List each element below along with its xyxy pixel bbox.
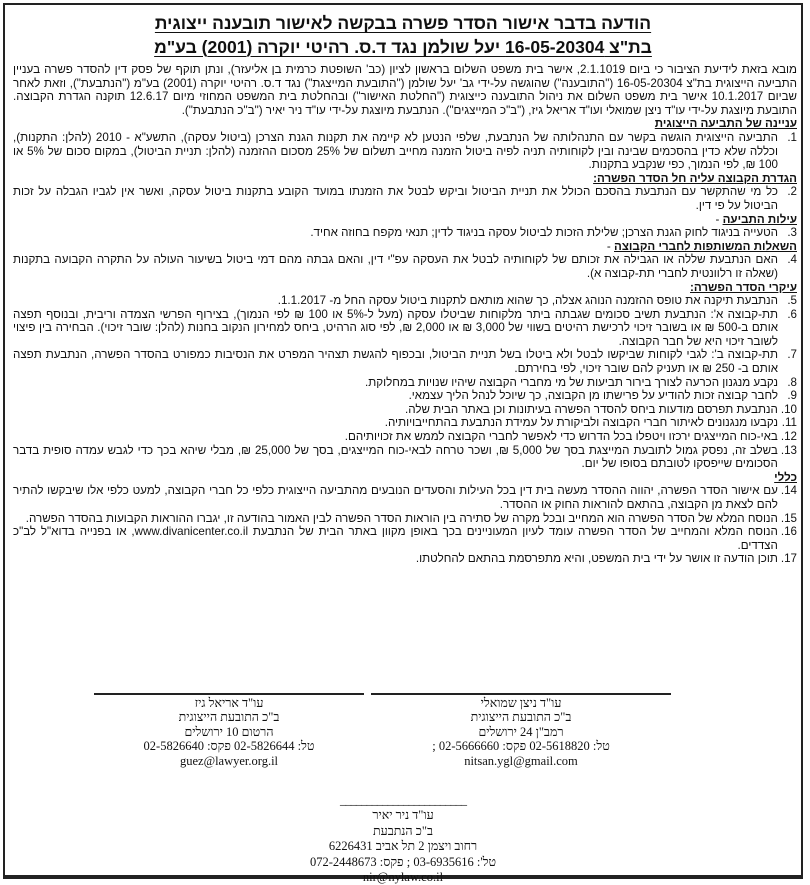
section-heading: כללי bbox=[774, 470, 797, 484]
notice-frame bbox=[3, 3, 803, 885]
item-number: 7. bbox=[787, 348, 797, 362]
item-number: 5. bbox=[787, 294, 797, 308]
list-item bbox=[13, 226, 797, 240]
item-number: 8. bbox=[787, 375, 797, 389]
signature-email[interactable]: nir@nylaw.co.il bbox=[362, 870, 444, 885]
item-number: 16. bbox=[780, 525, 797, 539]
item-number: 9. bbox=[787, 389, 797, 403]
list-item bbox=[13, 131, 797, 172]
signatures-row bbox=[5, 693, 801, 783]
section-heading: עיקרי הסדר הפשרה: bbox=[690, 280, 797, 294]
section-heading: הגדרת הקבוצה עליה חל הסדר הפשרה: bbox=[593, 171, 797, 185]
section-heading: עניינה של התביעה הייצוגית bbox=[654, 117, 797, 131]
signature-phones: טל': 03-6935616 ; פקס: 072-2448673 bbox=[309, 854, 496, 869]
signature-yair bbox=[283, 793, 523, 885]
list-item bbox=[13, 376, 797, 390]
sections-container bbox=[13, 117, 797, 566]
section-heading: עילות התביעה bbox=[722, 212, 797, 226]
item-text: תת-קבוצה ב': לגבי לקוחות שביקשו לבטל ולא ביטלו בשל תניית הביטול, ובכפוף להגשת תצהיר המפרט את הנסיבות כמפורט בהסדר הפשרה, הנתבעת תפצה אותם ב- 250 ₪ או תעניק להם שובר זיכוי, לפי בחירתם. bbox=[13, 348, 778, 376]
title-line-1: הודעה בדבר אישור הסדר פשרה בבקשה לאישור תובענה ייצוגית bbox=[154, 13, 652, 33]
item-text: באי-כוח המייצגים ירכזו ויטפלו בכל הדרוש כדי לאפשר לחברי הקבוצה לממש את זכויותיהם. bbox=[344, 430, 778, 444]
section-heading-row bbox=[13, 281, 797, 295]
item-number: 2. bbox=[787, 185, 797, 199]
intro-paragraph: מובא בזאת לידיעת הציבור כי ביום 2.1.1019, אישר בית משפט השלום בראשון לציון (כב' השופטת כרמית בן אליעזר), ונתן תוקף של פסק דין להסדר פשרה בעניין התביעה הייצוגית בת"צ 16-05-20304 ("התובענה") שהוגשה על-ידי גב' יעל שולמן ("התובעת המייצגת") נגד ד.ס. רהיטי יוקרה (2001) בע"מ ("הנתבעת"), וזאת לאחר שביום 10.1.2017 אישר בית משפט השלום את ניהול התובענה כייצוגית ("החלטת האישור") ובהחלטת בית המשפט המחוזי מיום 12.6.17 תוקנה הגדרת הקבוצה. התובעת מיוצגת על-ידי עו"ד ניצן שמואלי ועו"ד אריאל גיז, ("ב"כ המייצגים"). הנתבעת מיוצגת על-ידי עו"ד ניר יאיר ("ב"כ הנתבעת"). bbox=[13, 63, 798, 117]
signature-guez bbox=[94, 693, 364, 768]
list-item bbox=[13, 294, 797, 308]
item-number: 17. bbox=[780, 552, 797, 566]
item-number: 1. bbox=[787, 130, 797, 144]
list-item bbox=[13, 185, 797, 212]
item-text: נקבעו מנגנונים לאיתור חברי הקבוצה ולביקורת על עמידת הנתבעת בהתחייבויותיה. bbox=[384, 416, 778, 430]
list-item bbox=[13, 525, 797, 552]
section-heading-row bbox=[13, 471, 797, 485]
section-heading-row bbox=[13, 213, 797, 227]
signature-address: רמב"ן 24 ירושלים bbox=[478, 724, 564, 739]
item-text: הנוסח המלא של הסדר הפשרה הוא המחייב ובכל מקרה של סתירה בין הוראות הסדר הפשרה לבין האמור בהודעה זו, יגברו ההוראות הקבועות בהסדר הפשרה. bbox=[25, 511, 778, 525]
item-number: 10. bbox=[780, 402, 797, 416]
item-text: בשלב זה, נפסק גמול לתובעת המייצגת בסך של 5,000 ₪, ושכר טרחה לבאי-כוח המייצגים, בסך של 25,000 ₪, מבלי שיהא בכך כדי לגבש עמדה סופית בדבר הסכומים שייפסקו לטובתם בסופו של יום. bbox=[13, 443, 778, 471]
signature-email[interactable]: nitsan.ygl@gmail.com bbox=[464, 753, 578, 768]
signature-email[interactable]: guez@lawyer.org.il bbox=[179, 753, 279, 768]
signature-phones: טל: 02-5826644 פקס: 02-5826640 bbox=[143, 739, 315, 754]
item-number: 14. bbox=[780, 484, 797, 498]
list-item bbox=[13, 416, 797, 430]
signature-role: ב"כ התובעת הייצוגית bbox=[470, 710, 572, 725]
item-text: הנתבעת תפרסם מודעות ביחס להסדר הפשרה בעיתונות וכן באתר הבית שלה. bbox=[405, 402, 778, 416]
section-heading-row bbox=[13, 117, 797, 131]
list-item bbox=[13, 512, 797, 526]
item-text: כל מי שהתקשר עם הנתבעת בהסכם הכולל את תניית הביטול וביקש לבטל את הזמנתו במועד הקובע בתקנות ביטול עסקה, ואשר אין לגביו הגבלה על זכות הביטול על פי דין. bbox=[13, 185, 778, 212]
signature-dash-line: ________________________ bbox=[340, 793, 466, 807]
item-text: התביעה הייצוגית הוגשה בקשר עם התנהלותה של הנתבעת, שלפי הנטען לא קיימה את תקנות הגנת הצרכן (ביטול עסקה), התשע"א - 2010 (להלן: התקנות), וכללה שלא כדין בהסכמים שבינה ובין לקוחותיה תניה לפיה ביטול הזמנה מחייב תשלום של 25% מסכום ההזמנה (להלן: תניית הביטול), במקום סכום של 5% או 100 ₪, לפי הנמוך, כפי שנקבע בתקנות. bbox=[13, 130, 779, 172]
list-item bbox=[13, 389, 797, 403]
item-text: עם אישור הסדר הפשרה, יהווה ההסדר מעשה בית דין בכל העילות והסעדים הנובעים מהתביעה הייצוגית כלפי כל חברי הקבוצה, למעט כלפי אלו שיבקשו להתיר להם לצאת מן הקבוצה, בהתאם להוראות החוק או ההסדר. bbox=[13, 484, 778, 511]
list-item bbox=[13, 444, 797, 471]
signature-address: הרטום 10 ירושלים bbox=[184, 724, 274, 739]
section-heading: השאלות המשותפות לחברי הקבוצה bbox=[614, 239, 797, 253]
signature-name: עו"ד אריאל גיז bbox=[194, 696, 264, 710]
title-line-2: בת"צ 16-05-20304 יעל שולמן נגד ד.ס. רהיטי יוקרה (2001) בע"מ bbox=[154, 37, 652, 57]
notice-title bbox=[5, 11, 801, 59]
item-text: תת-קבוצה א': הנתבעת תשיב סכומים שגבתה ביתר מלקוחות שביטלו עסקה (מעל ל-5% או 100 ₪ לפי הנמוך), בצירוף הפרשי הצמדה וריבית, ובנוסף תפצה אותם ב-500 ₪ או בשובר זיכוי לרכישת רהיטים בשווי של 3,000 ₪ או 2,000 ₪, לפי סוג הרהיט, ביחס למחירון הנקוב בחנות (להלן: שובר זיכוי). הבחירה בין פיצוי לשובר זיכוי היא של חבר הקבוצה. bbox=[13, 307, 779, 348]
item-text: לחבר קבוצה זכות להודיע על פרישתו מן הקבוצה, כך שיוכל לנהל הליך עצמאי. bbox=[408, 389, 778, 403]
signature-phones: טל: 02-5618820 פקס: 02-5666660 ; bbox=[432, 739, 610, 754]
item-number: 6. bbox=[787, 307, 797, 321]
signature-role: ב"כ הנתבעת bbox=[373, 823, 433, 838]
item-number: 3. bbox=[787, 226, 797, 240]
item-text: נקבע מנגנון הכרעה לצורך בירור תביעות של מי מחברי הקבוצה שיהיו שנויות במחלוקת. bbox=[365, 375, 778, 389]
item-text: הנוסח המלא והמחייב של הסדר הפשרה עומד לעיון המעוניינים בכך באופן מקוון באתר הבית של הנתבעת www.divanicenter.co.il, או בפנייה בדוא"ל לב"כ הצדדים. bbox=[13, 525, 778, 552]
notice-body bbox=[5, 59, 801, 566]
section-heading-suffix: - bbox=[606, 239, 615, 253]
signature-line bbox=[371, 693, 671, 695]
list-item bbox=[13, 253, 797, 280]
signature-role: ב"כ התובעת הייצוגית bbox=[178, 710, 280, 725]
list-item bbox=[13, 348, 797, 375]
list-item bbox=[13, 484, 797, 511]
section-heading-suffix: - bbox=[715, 212, 723, 226]
item-number: 4. bbox=[787, 253, 797, 267]
section-heading-row bbox=[13, 172, 797, 186]
list-item bbox=[13, 552, 797, 566]
list-item bbox=[13, 308, 797, 349]
signature-name: עו"ד ניר יאיר bbox=[372, 808, 434, 823]
item-number: 15. bbox=[780, 511, 797, 525]
item-text: הטעייה בניגוד לחוק הגנת הצרכן; שלילת הזכות לביטול עסקה בניגוד לדין; תנאי מקפח בחוזה אחיד. bbox=[310, 226, 778, 240]
list-item bbox=[13, 430, 797, 444]
signature-shmueli bbox=[371, 693, 671, 768]
section-heading-row bbox=[13, 240, 797, 254]
item-text: תוכן הודעה זו אושר על ידי בית המשפט, והיא מתפרסמת בהתאם להחלטתו. bbox=[415, 552, 778, 566]
signature-name: עו"ד ניצן שמואלי bbox=[480, 696, 562, 710]
signature-line bbox=[94, 693, 364, 695]
item-number: 12. bbox=[780, 430, 797, 444]
signature-address: רחוב ויצמן 2 תל אביב 6226431 bbox=[328, 839, 478, 854]
list-item bbox=[13, 403, 797, 417]
item-number: 13. bbox=[780, 443, 797, 457]
item-text: האם הנתבעת שללה או הגבילה את זכותם של לקוחותיה לבטל את העסקה עפ"י דין, והאם גבתה מהם דמי ביטול בשיעור העולה על התקרה הקבועה בתקנות (שאלה זו רלוונטית לחברי תת-קבוצה א). bbox=[13, 253, 778, 280]
item-number: 11. bbox=[781, 416, 797, 430]
item-text: הנתבעת תיקנה את טופס ההזמנה הנוהג אצלה, כך שהוא מותאם לתקנות ביטול עסקה החל מ- 1.1.2017. bbox=[277, 294, 778, 308]
